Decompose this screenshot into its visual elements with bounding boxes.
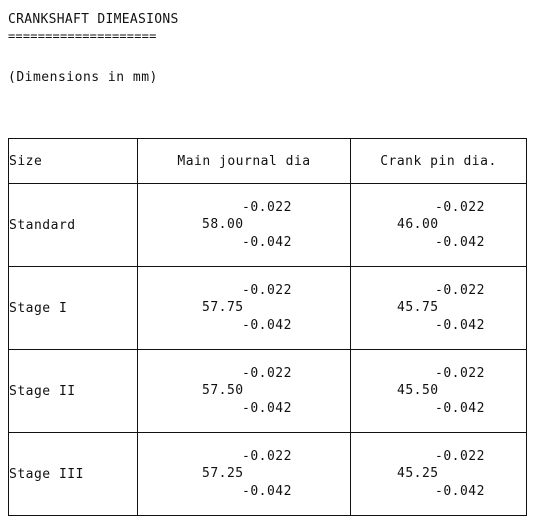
page-title: CRANKSHAFT DIMEASIONS: [8, 12, 179, 27]
table-row: [9, 433, 527, 516]
lower-tolerance: -0.042: [435, 318, 485, 333]
upper-tolerance: -0.022: [242, 283, 292, 298]
size-cell: Stage I: [9, 267, 138, 350]
main-journal-cell: [138, 184, 351, 267]
nominal-value: 46.00: [397, 217, 439, 232]
nominal-value: 57.50: [202, 383, 244, 398]
header-size: Size: [9, 139, 138, 184]
size-cell: Standard: [9, 184, 138, 267]
crank-pin-cell: [351, 267, 527, 350]
table-row: [9, 184, 527, 267]
lower-tolerance: -0.042: [435, 401, 485, 416]
nominal-value: 45.25: [397, 466, 439, 481]
main-journal-cell: [138, 433, 351, 516]
crank-pin-cell: [351, 433, 527, 516]
lower-tolerance: -0.042: [242, 401, 292, 416]
main-journal-cell: [138, 350, 351, 433]
table-row: [9, 267, 527, 350]
units-note: (Dimensions in mm): [8, 70, 158, 85]
table-row: [9, 350, 527, 433]
upper-tolerance: -0.022: [242, 449, 292, 464]
lower-tolerance: -0.042: [242, 235, 292, 250]
header-main-journal-dia: Main journal dia: [138, 139, 351, 184]
header-crank-pin-dia: Crank pin dia.: [351, 139, 527, 184]
lower-tolerance: -0.042: [435, 235, 485, 250]
lower-tolerance: -0.042: [435, 484, 485, 499]
upper-tolerance: -0.022: [435, 449, 485, 464]
lower-tolerance: -0.042: [242, 484, 292, 499]
upper-tolerance: -0.022: [435, 283, 485, 298]
upper-tolerance: -0.022: [242, 366, 292, 381]
crankshaft-dimensions-table: [8, 138, 527, 516]
upper-tolerance: -0.022: [435, 366, 485, 381]
upper-tolerance: -0.022: [435, 200, 485, 215]
main-journal-cell: [138, 267, 351, 350]
crank-pin-cell: [351, 350, 527, 433]
size-cell: Stage II: [9, 350, 138, 433]
title-underline: ====================: [8, 29, 157, 43]
upper-tolerance: -0.022: [242, 200, 292, 215]
lower-tolerance: -0.042: [242, 318, 292, 333]
crank-pin-cell: [351, 184, 527, 267]
nominal-value: 45.75: [397, 300, 439, 315]
nominal-value: 57.75: [202, 300, 244, 315]
nominal-value: 45.50: [397, 383, 439, 398]
nominal-value: 58.00: [202, 217, 244, 232]
table-header-row: [9, 139, 527, 184]
nominal-value: 57.25: [202, 466, 244, 481]
size-cell: Stage III: [9, 433, 138, 516]
